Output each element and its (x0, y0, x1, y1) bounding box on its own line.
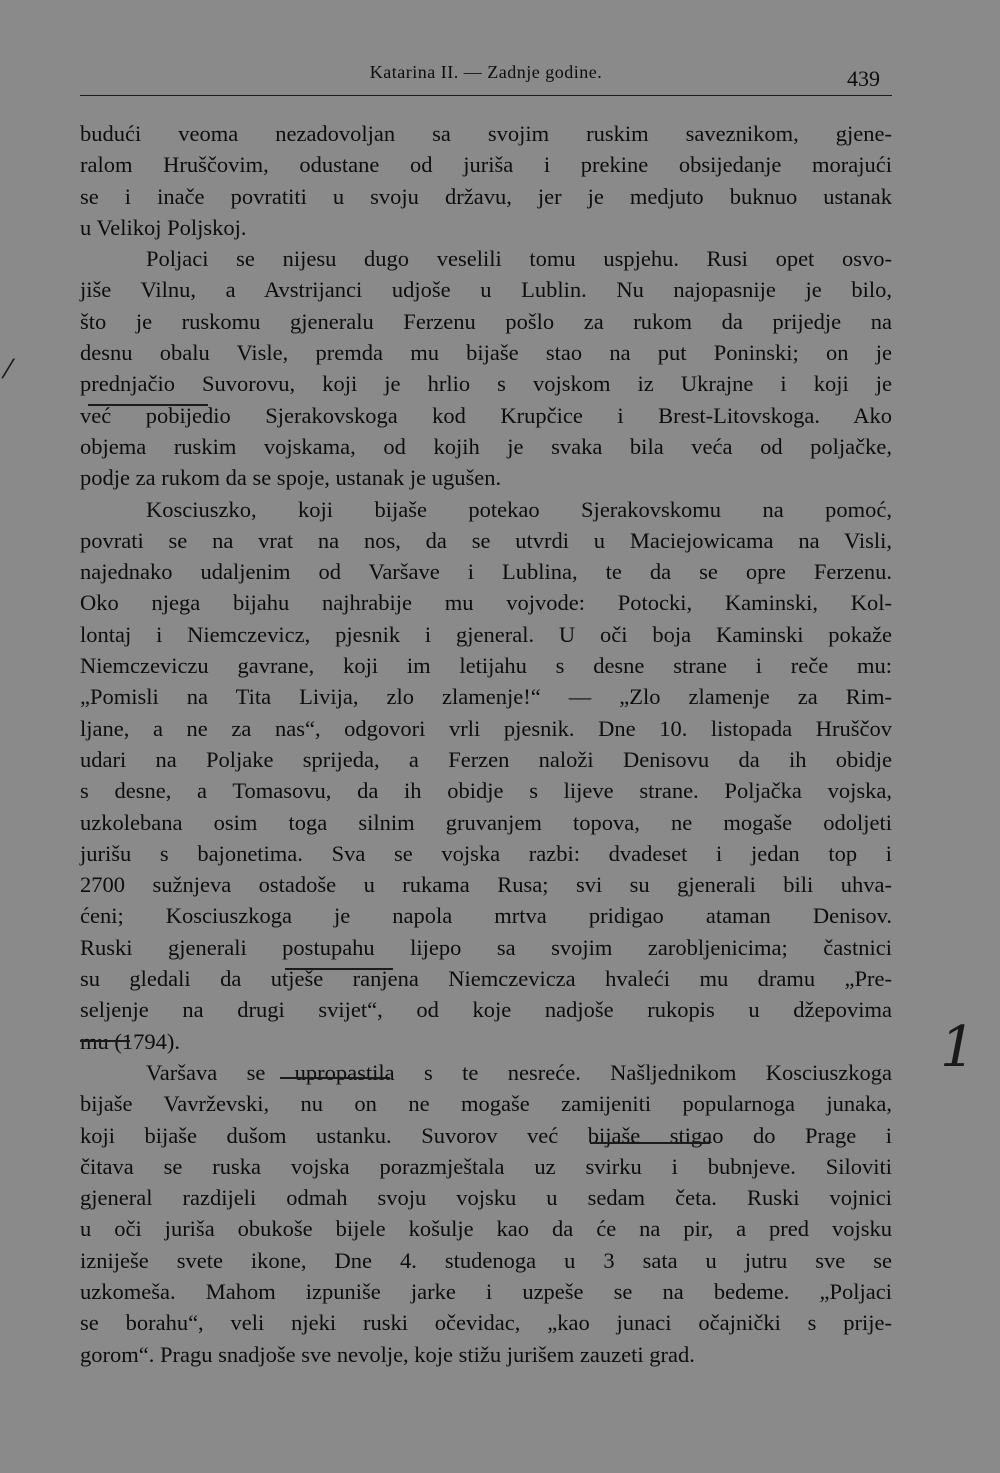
text-line: gorom“. Pragu snadjoše sve nevolje, koje stižu jurišem zauzeti grad. (80, 1341, 695, 1367)
paragraph-start: Varšava se upropastila s te nesreće. Našljednikom Kosciuszkoga (146, 1059, 892, 1085)
text-line: desnu obalu Visle, premda mu bijaše stao na put Poninski; on je (80, 340, 892, 366)
pencil-underline (80, 1040, 130, 1042)
text-line: „Pomisli na Tita Livija, zlo zlamenje!“ — „Zlo zlamenje za Rim- (80, 684, 892, 710)
paragraph-start: Kosciuszko, koji bijaše potekao Sjerakovskomu na pomoć, (146, 496, 892, 522)
text-line: se i inače povratiti u svoju državu, jer je medjuto buknuo ustanak (80, 183, 892, 209)
pencil-tick-mark: ⁄ (6, 355, 11, 385)
text-line: su gledali da utješe ranjena Niemczevicza hvaleći mu dramu „Pre- (80, 966, 892, 992)
running-header (80, 58, 892, 98)
text-line: bijaše Vavrževski, nu on ne mogaše zamijeniti popularnoga junaka, (80, 1091, 892, 1117)
page-number: 439 (847, 66, 880, 91)
pencil-underline (590, 1142, 710, 1144)
text-line: u Velikoj Poljskoj. (80, 214, 247, 240)
text-line: uzkomeša. Mahom izpuniše jarke i uzpeše se na bedeme. „Poljaci (80, 1278, 892, 1304)
text-line: lontaj i Niemczevicz, pjesnik i gjeneral. U oči boja Kaminski pokaže (80, 621, 892, 647)
pencil-underline (285, 968, 393, 970)
pencil-underline (88, 404, 208, 406)
header-rule (80, 95, 892, 96)
text-line: ralom Hruščovim, odustane od juriša i prekine obsijedanje morajući (80, 152, 892, 178)
text-line: Niemczeviczu gavrane, koji im letijahu s desne strane i reče mu: (80, 653, 892, 679)
text-line: najednako udaljenim od Varšave i Lublina, te da se opre Ferzenu. (80, 559, 892, 585)
text-line: Ruski gjenerali postupahu lijepo sa svojim zarobljenicima; častnici (80, 934, 892, 960)
body-text (80, 118, 892, 1370)
text-line: podje za rukom da se spoje, ustanak je ugušen. (80, 465, 502, 491)
text-line: se borahu“, veli njeki ruski očevidac, „kao junaci očajnički s prije- (80, 1310, 892, 1336)
text-line: prednjačio Suvorovu, koji je hrlio s vojskom iz Ukrajne i koji je (80, 371, 892, 397)
text-line: 2700 sužnjeva ostadoše u rukama Rusa; svi su gjenerali bili uhva- (80, 872, 892, 898)
text-line: gjeneral razdijeli odmah svoju vojsku u sedam četa. Ruski vojnici (80, 1185, 892, 1211)
paragraph-start: Poljaci se nijesu dugo veselili tomu uspjehu. Rusi opet osvo- (146, 246, 892, 272)
text-line: Oko njega bijahu najhrabije mu vojvode: Potocki, Kaminski, Kol- (80, 590, 892, 616)
text-line: mu (1794). (80, 1028, 180, 1054)
text-line: budući veoma nezadovoljan sa svojim ruskim saveznikom, gjene- (80, 121, 892, 146)
text-line: u oči juriša obukoše bijele košulje kao da će na pir, a pred vojsku (80, 1216, 892, 1242)
text-line: jiše Vilnu, a Avstrijanci udjoše u Lublin. Nu najopasnije je bilo, (80, 277, 892, 303)
text-line: s desne, a Tomasovu, da ih obidje s lijeve strane. Poljačka vojska, (80, 778, 892, 804)
text-line: izniješe svete ikone, Dne 4. studenoga u 3 sata u jutru sve se (80, 1247, 892, 1273)
text-line: ćeni; Kosciuszkoga je napola mrtva pridigao ataman Denisov. (80, 903, 892, 929)
text-line: udari na Poljake sprijeda, a Ferzen naloži Denisovu da ih obidje (80, 746, 892, 772)
handwritten-margin-mark: 1 (940, 1015, 976, 1080)
text-line: objema ruskim vojskama, od kojih je svaka bila veća od poljačke, (80, 433, 892, 459)
text-line: jurišu s bajonetima. Sva se vojska razbi: dvadeset i jedan top i (80, 840, 892, 866)
text-line: čitava se ruska vojska porazmještala uz svirku i bubnjeve. Siloviti (80, 1153, 892, 1179)
text-line: ljane, a ne za nas“, odgovori vrli pjesnik. Dne 10. listopada Hruščov (80, 715, 892, 741)
text-line: seljenje na drugi svijet“, od koje nadjoše rukopis u džepovima (80, 997, 892, 1023)
text-line: povrati se na vrat na nos, da se utvrdi u Maciejowicama na Visli, (80, 527, 892, 553)
text-line: uzkolebana osim toga silnim gruvanjem topova, ne mogaše odoljeti (80, 809, 892, 835)
pencil-underline (280, 1077, 390, 1079)
running-head-title: Katarina II. — Zadnje godine. (369, 62, 603, 82)
text-line: koji bijaše dušom ustanku. Suvorov već bijaše stigao do Prage i (80, 1122, 892, 1148)
text-line: već pobijedio Sjerakovskoga kod Krupčice i Brest-Litovskoga. Ako (80, 402, 892, 428)
text-line: što je ruskomu gjeneralu Ferzenu pošlo za rukom da prijedje na (80, 308, 892, 334)
